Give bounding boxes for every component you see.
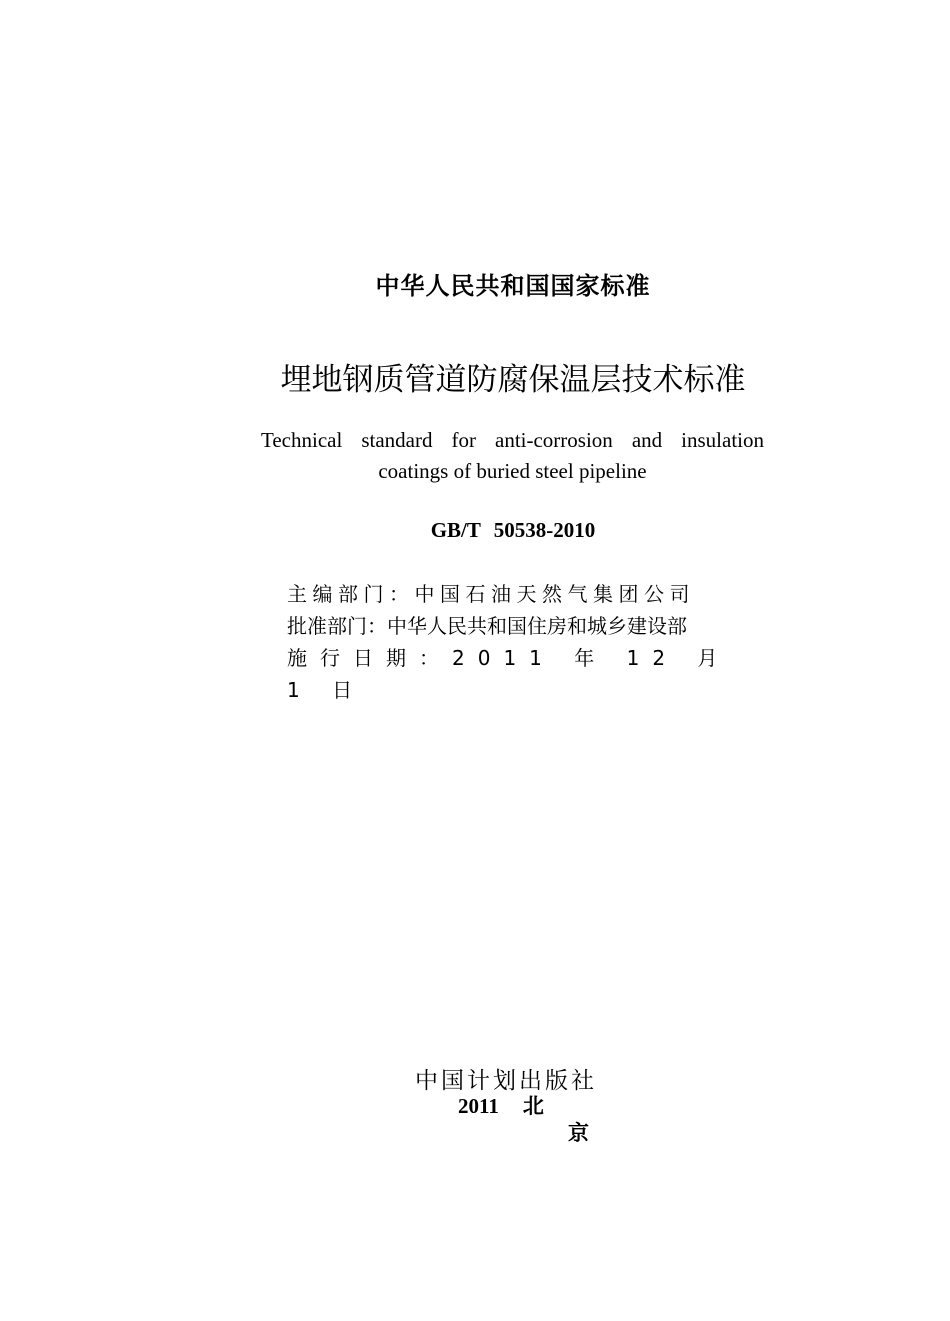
editor-department: 主编部门：中国石油天然气集团公司 <box>287 582 695 606</box>
publisher-name: 中国计划出版社 <box>415 1068 597 1094</box>
info-block <box>287 578 737 706</box>
national-standard-heading: 中华人民共和国国家标准 <box>375 272 651 300</box>
publication-city-part1: 北 <box>522 1094 544 1118</box>
publication-city-part2: 京 <box>568 1121 589 1145</box>
standard-code: GB/T 50538-2010 <box>430 518 596 542</box>
english-title: Technical standard for anti-corrosion and insulation coatings of buried steel pipeline <box>261 428 764 483</box>
approving-department: 批准部门：中华人民共和国住房和城乡建设部 <box>287 614 687 638</box>
publication-year: 2011 <box>458 1094 499 1118</box>
effective-date: 施行日期：2011 年 12 月 1 日 <box>287 646 731 702</box>
chinese-title: 埋地钢质管道防腐保温层技术标准 <box>280 362 746 398</box>
publication-place-year <box>458 1093 598 1147</box>
